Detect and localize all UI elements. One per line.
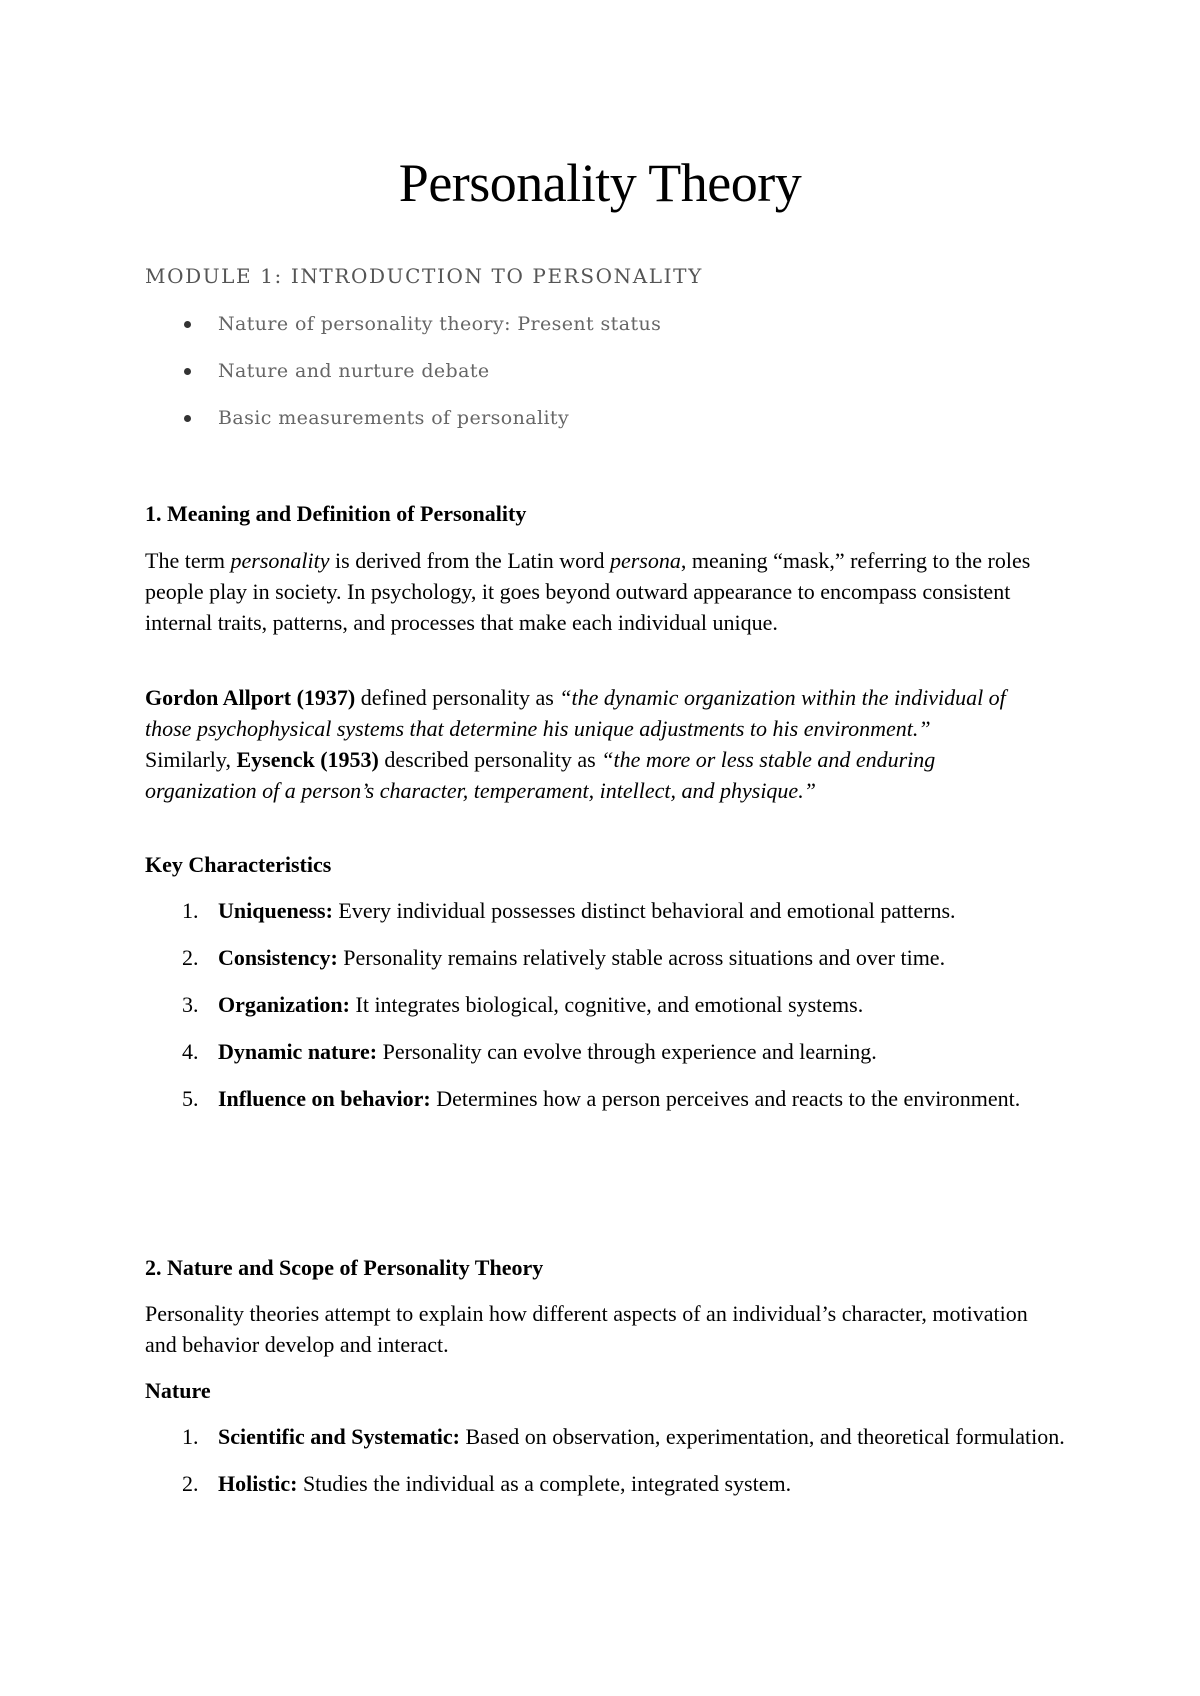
- term: Organization:: [218, 992, 350, 1017]
- term: Consistency:: [218, 945, 338, 970]
- nature-list: [145, 1421, 1065, 1499]
- list-number: 5.: [182, 1086, 199, 1111]
- term: Holistic:: [218, 1471, 298, 1496]
- text-run: described personality as: [378, 747, 602, 772]
- text-run: The term: [145, 548, 231, 573]
- text-run-italic: persona: [609, 548, 681, 573]
- module-topic-list: [145, 304, 661, 445]
- definition: Personality remains relatively stable across situations and over time.: [337, 945, 946, 970]
- paragraph-definitions-quotes: [145, 682, 1045, 806]
- author-name: Eysenck (1953): [236, 747, 379, 772]
- list-item: [145, 304, 661, 351]
- quote: “the dynamic organization within the individual of those psychophysical systems that determine his unique adjustments to his environment.”: [145, 685, 1006, 741]
- list-item: [145, 942, 1055, 973]
- text-run: Similarly,: [145, 747, 237, 772]
- list-number: 1.: [182, 898, 199, 923]
- list-item-text: Basic measurements of personality: [218, 407, 570, 429]
- list-item: [145, 1468, 1055, 1499]
- list-item: [145, 895, 1055, 926]
- list-number: 1.: [182, 1424, 199, 1449]
- definition: Determines how a person perceives and reacts to the environment.: [430, 1086, 1021, 1111]
- subsection-heading: Nature: [145, 1378, 211, 1403]
- paragraph-nature-scope: Personality theories attempt to explain how different aspects of an individual’s character, motivation and behavior develop and interact.: [145, 1301, 1028, 1357]
- list-item-text: Nature of personality theory: Present status: [218, 313, 662, 335]
- section-heading: 1. Meaning and Definition of Personality: [145, 501, 527, 526]
- text-run: defined personality as: [355, 685, 560, 710]
- list-item-text: Nature and nurture debate: [218, 360, 490, 382]
- definition: It integrates biological, cognitive, and emotional systems.: [350, 992, 864, 1017]
- definition: Personality can evolve through experience and learning.: [377, 1039, 877, 1064]
- characteristics-list: [145, 895, 1055, 1114]
- text-run: , meaning “mask,” referring to the roles people play in society. In psychology, it goes beyond outward appearance to encompass consistent internal traits, patterns, and processes that make each individual unique.: [145, 548, 1031, 635]
- list-item: [145, 351, 661, 398]
- bullet-icon: [184, 321, 191, 328]
- paragraph-definition: [145, 545, 1045, 638]
- subsection-heading: Key Characteristics: [145, 852, 332, 877]
- bullet-icon: [184, 415, 191, 422]
- page-title: Personality Theory: [398, 153, 802, 213]
- definition: Based on observation, experimentation, and theoretical formulation.: [459, 1424, 1065, 1449]
- list-item: [145, 398, 661, 445]
- list-item: [145, 1421, 1078, 1452]
- quote: “the more or less stable and enduring organization of a person’s character, temperament, intellect, and physique.”: [145, 747, 936, 803]
- list-item: [145, 1036, 1055, 1067]
- term: Influence on behavior:: [218, 1086, 431, 1111]
- definition: Every individual possesses distinct behavioral and emotional patterns.: [332, 898, 956, 923]
- author-name: Gordon Allport (1937): [145, 685, 356, 710]
- list-number: 4.: [182, 1039, 199, 1064]
- term: Uniqueness:: [218, 898, 333, 923]
- list-item: [145, 1083, 1038, 1114]
- term: Scientific and Systematic:: [218, 1424, 460, 1449]
- list-number: 3.: [182, 992, 199, 1017]
- term: Dynamic nature:: [218, 1039, 378, 1064]
- module-heading: MODULE 1: INTRODUCTION TO PERSONALITY: [145, 264, 703, 288]
- text-run: is derived from the Latin word: [329, 548, 610, 573]
- section-heading: 2. Nature and Scope of Personality Theory: [145, 1255, 544, 1280]
- definition: Studies the individual as a complete, integrated system.: [297, 1471, 792, 1496]
- list-item: [145, 989, 1055, 1020]
- text-run-italic: personality: [230, 548, 330, 573]
- list-number: 2.: [182, 1471, 199, 1496]
- bullet-icon: [184, 368, 191, 375]
- list-number: 2.: [182, 945, 199, 970]
